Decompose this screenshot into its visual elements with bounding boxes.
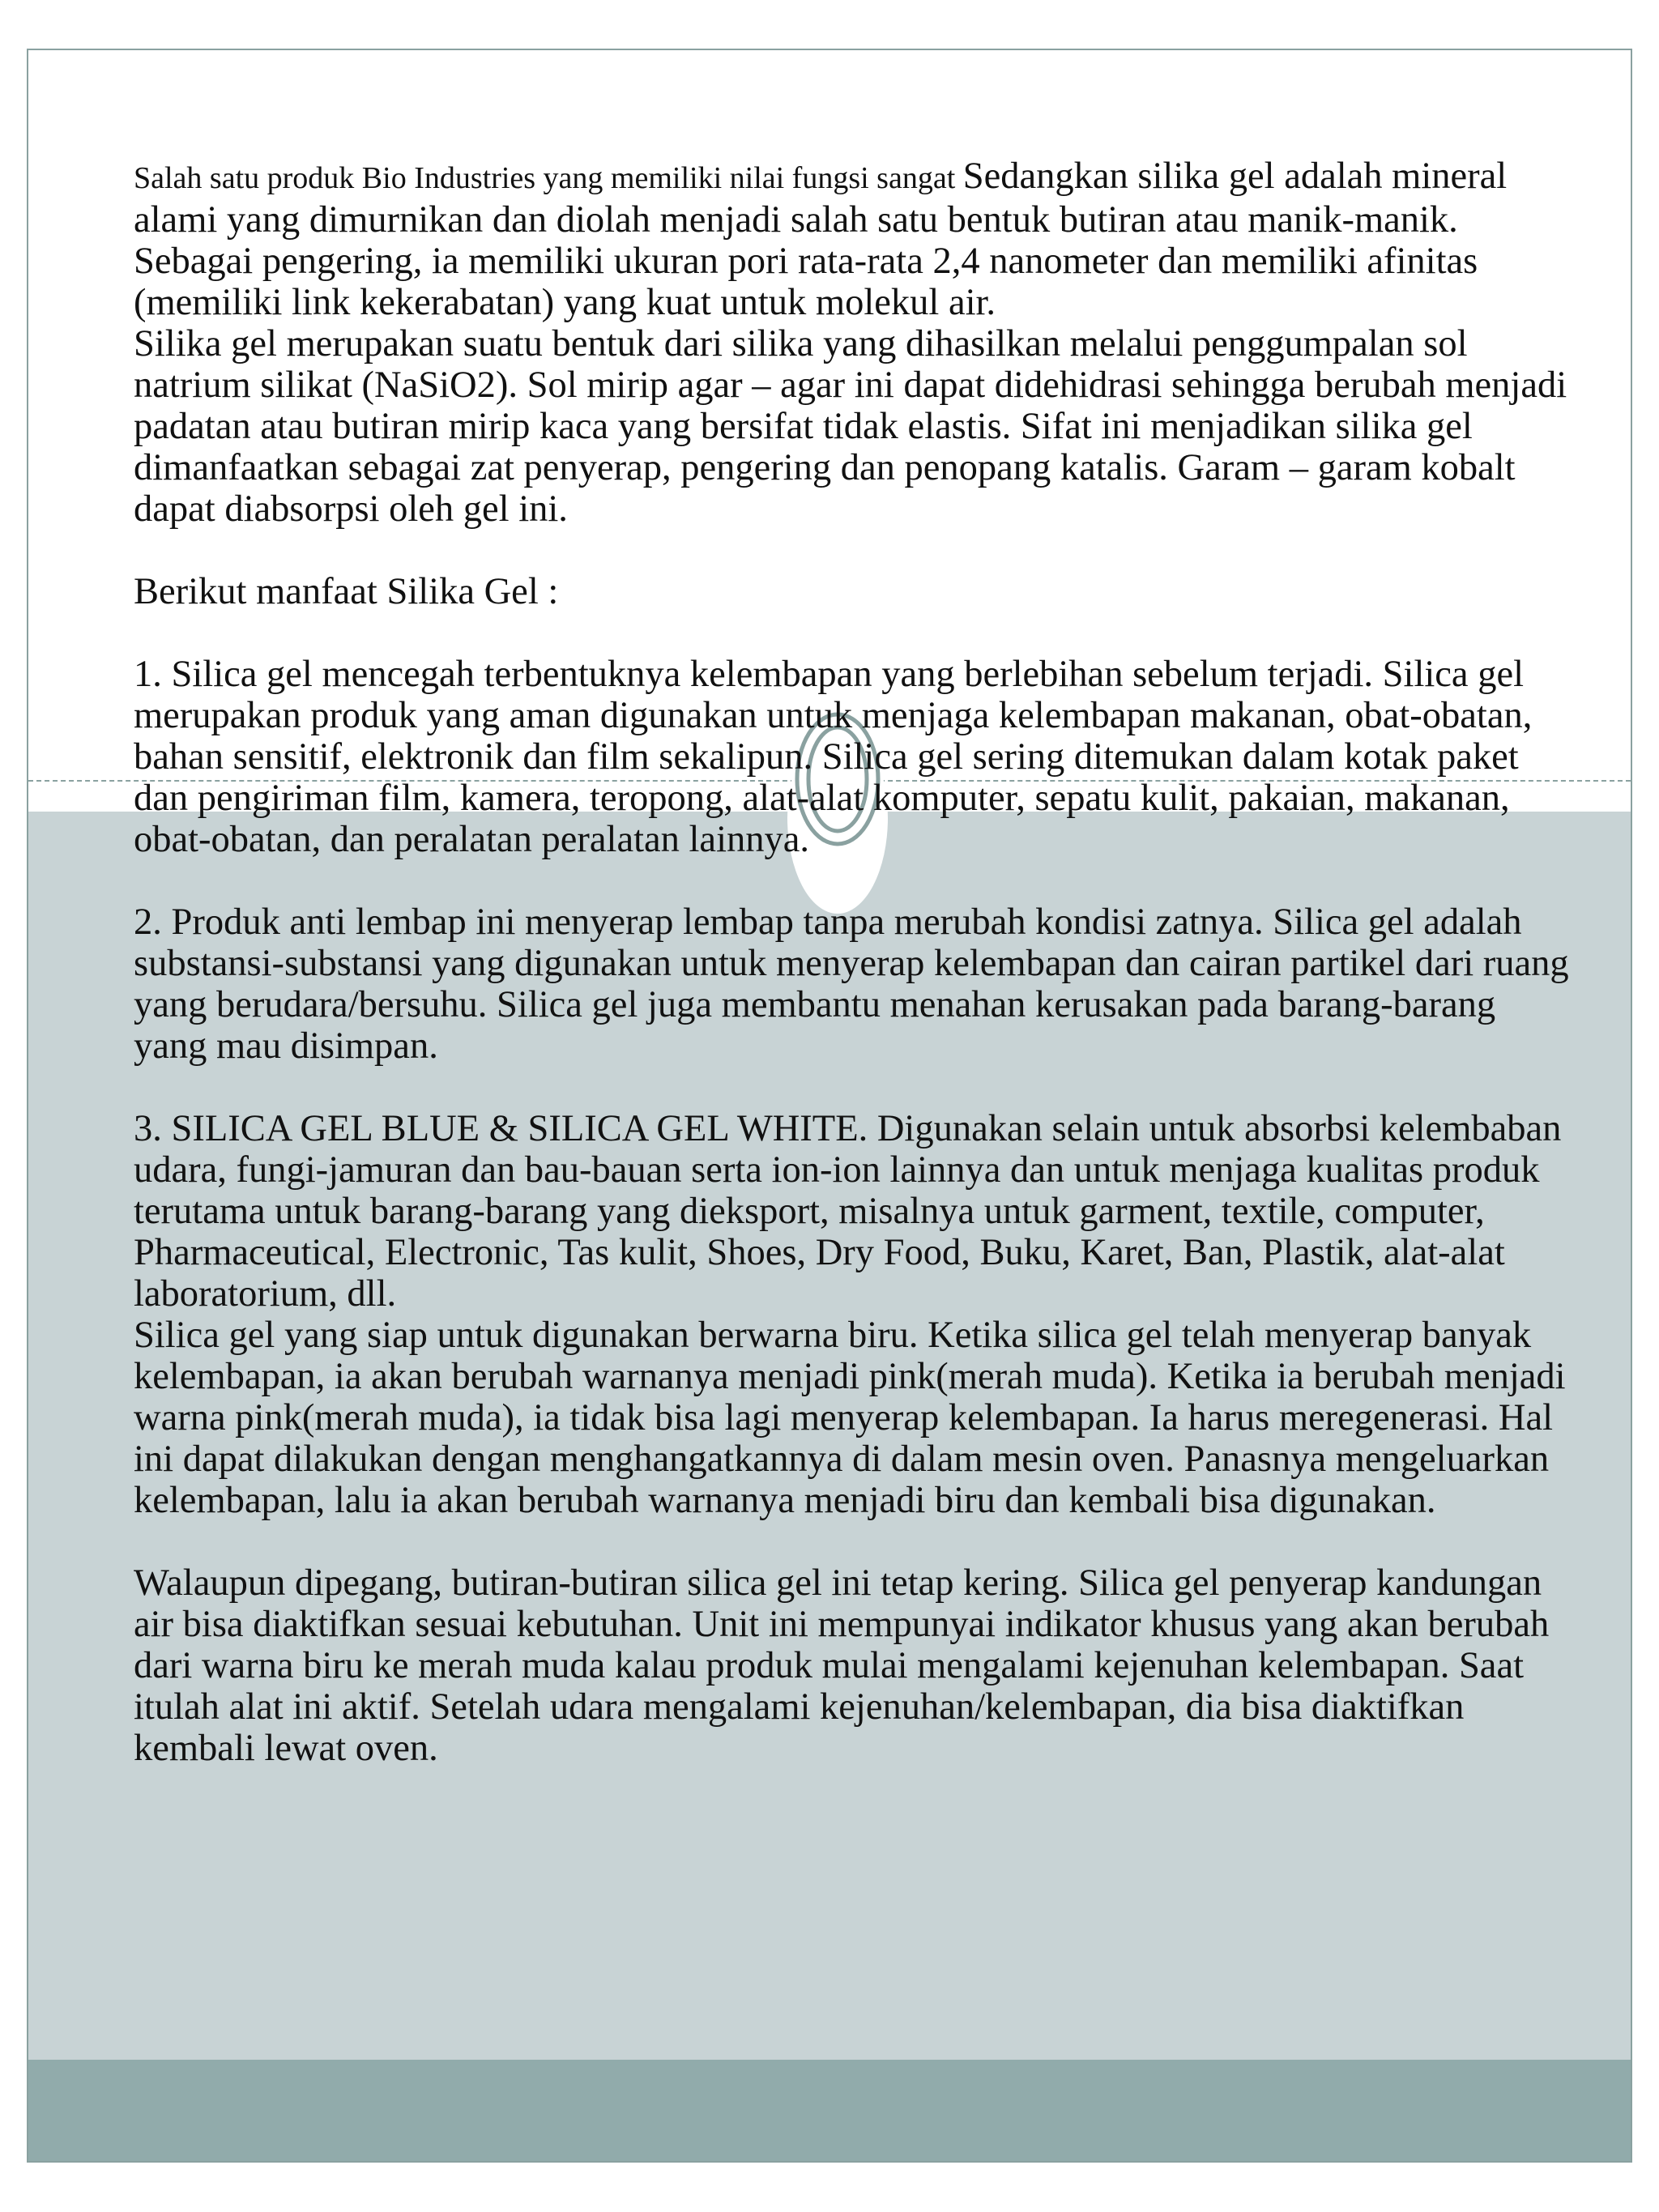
paragraph-reactivation: Walaupun dipegang, butiran-butiran silica gel ini tetap kering. Silica gel penyerap kandungan air bisa diaktifkan sesuai kebutuhan. Unit ini mempunyai indikator khusus yang akan berubah dari warna biru ke merah muda kalau produk mulai mengalami kejenuhan kelembapan. Saat itulah alat ini aktif. Setelah udara mengalami kejenuhan/kelembapan, dia bisa diaktifkan kembali lewat oven. — [134, 1562, 1550, 1769]
benefit-item-3: 3. SILICA GEL BLUE & SILICA GEL WHITE. Digunakan selain untuk absorbsi kelembaban udara, fungi-jamuran dan bau-bauan serta ion-ion lainnya dan untuk menjaga kualitas produk terutama untuk barang-barang yang dieksport, misalnya untuk garment, textile, computer, Pharmaceutical, Electronic, Tas kulit, Shoes, Dry Food, Buku, Karet, Ban, Plastik, alat-alat laboratorium, dll. — [134, 1108, 1562, 1315]
slide — [27, 49, 1632, 2163]
paragraph-definition: Silika gel merupakan suatu bentuk dari silika yang dihasilkan melalui penggumpalan sol natrium silikat (NaSiO2). Sol mirip agar – agar ini dapat didehidrasi sehingga berubah menjadi padatan atau butiran mirip kaca yang bersifat tidak elastis. Sifat ini menjadikan silika gel dimanfaatkan sebagai zat penyerap, pengering dan penopang katalis. Garam – garam kobalt dapat diabsorpsi oleh gel ini. — [134, 323, 1567, 530]
paragraph-intro — [134, 156, 1576, 323]
background-band-dark — [28, 2060, 1631, 2161]
paragraph-color-indicator: Silica gel yang siap untuk digunakan berwarna biru. Ketika silica gel telah menyerap banyak kelembapan, ia akan berubah warnanya menjadi pink(merah muda). Ketika ia berubah menjadi warna pink(merah muda), ia tidak bisa lagi menyerap kelembapan. Ia harus meregenerasi. Hal ini dapat dilakukan dengan menghangatkannya di dalam mesin oven. Panasnya mengeluarkan kelembapan, lalu ia akan berubah warnanya menjadi biru dan kembali bisa digunakan. — [134, 1315, 1566, 1521]
intro-text: Sedangkan silika gel adalah mineral alami yang dimurnikan dan diolah menjadi salah satu bentuk butiran atau manik-manik. Sebagai pengering, ia memiliki ukuran pori rata-rata 2,4 nanometer dan memiliki afinitas (memiliki link kekerabatan) yang kuat untuk molekul air. — [134, 156, 1508, 323]
benefit-item-2: 2. Produk anti lembap ini menyerap lembap tanpa merubah kondisi zatnya. Silica gel adalah substansi-substansi yang digunakan untuk menyerap kelembapan dan cairan partikel dari ruang yang berudara/bersuhu. Silica gel juga membantu menahan kerusakan pada barang-barang yang mau disimpan. — [134, 901, 1569, 1067]
benefit-item-1: 1. Silica gel mencegah terbentuknya kelembapan yang berlebihan sebelum terjadi. Silica gel merupakan produk yang aman digunakan untuk menjaga kelembapan makanan, obat-obatan, bahan sensitif, elektronik dan film sekalipun. Silica gel sering ditemukan dalam kotak paket dan pengiriman film, kamera, teropong, alat-alat komputer, sepatu kulit, pakaian, makanan, obat-obatan, dan peralatan peralatan lainnya. — [134, 654, 1533, 860]
benefits-heading: Berikut manfaat Silika Gel : — [134, 571, 559, 612]
intro-lead-fragment: Salah satu produk Bio Industries yang memiliki nilai fungsi sangat — [134, 161, 963, 195]
body-text — [134, 156, 1576, 1769]
